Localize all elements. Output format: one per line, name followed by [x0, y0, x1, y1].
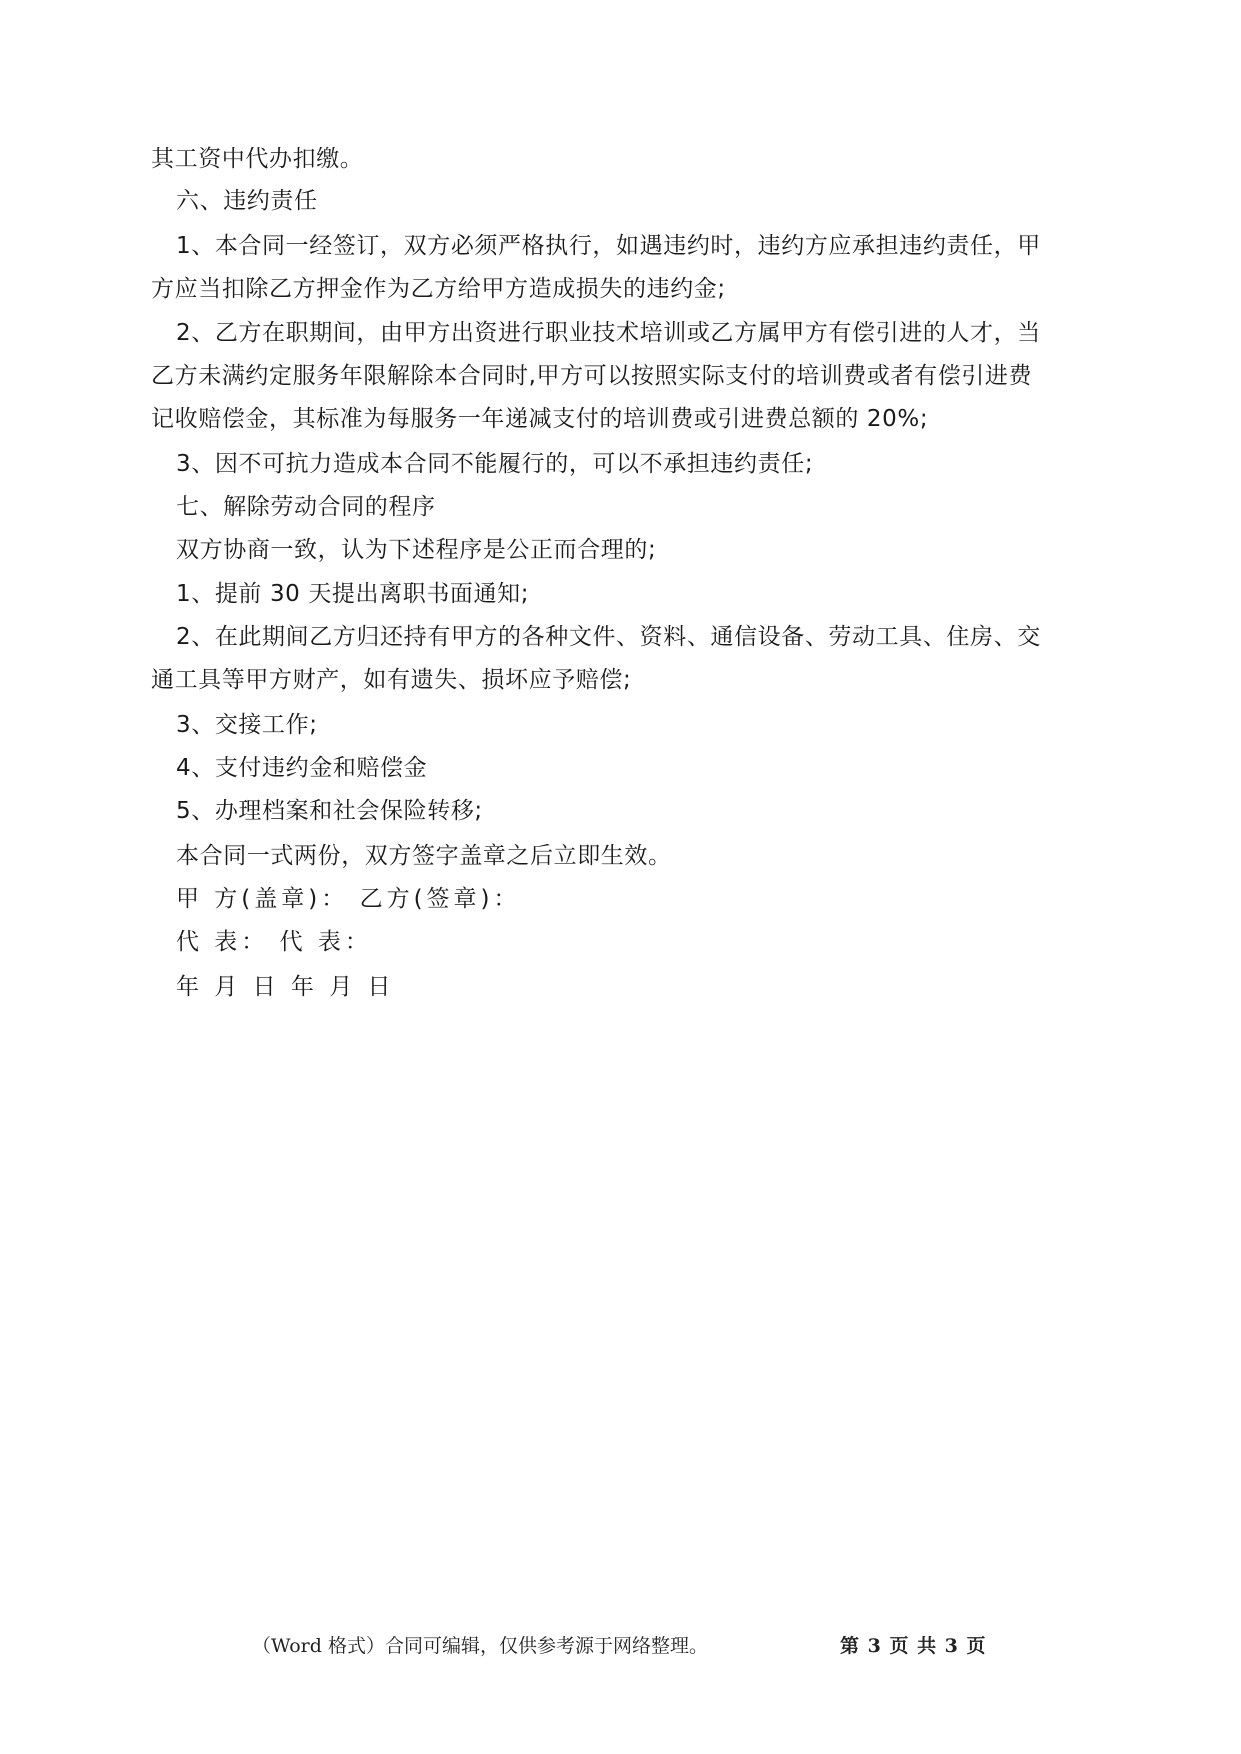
signature-representatives-line: 代 表： 代 表： — [176, 929, 372, 955]
body-line-10: 双方协商一致，认为下述程序是公正而合理的; — [176, 537, 657, 563]
body-line-13: 通工具等甲方财产，如有遗失、损坏应予赔偿; — [151, 667, 632, 693]
body-line-6: 乙方未满约定服务年限解除本合同时,甲方可以按照实际支付的培训费或者有偿引进费 — [151, 363, 1033, 389]
footer-note: （Word 格式）合同可编辑，仅供参考源于网络整理。 — [252, 1635, 708, 1657]
body-line-4: 方应当扣除乙方押金作为乙方给甲方造成损失的违约金; — [151, 276, 726, 302]
body-line-17: 本合同一式两份，双方签字盖章之后立即生效。 — [176, 843, 672, 869]
body-line-1: 其工资中代办扣缴。 — [151, 146, 364, 172]
body-line-7: 记收赔偿金，其标准为每服务一年递减支付的培训费或引进费总额的 20%; — [151, 406, 929, 432]
section-heading-termination: 七、解除劳动合同的程序 — [176, 494, 436, 520]
body-line-16: 5、办理档案和社会保险转移; — [176, 798, 483, 824]
body-line-14: 3、交接工作; — [176, 712, 318, 738]
body-line-12: 2、在此期间乙方归还持有甲方的各种文件、资料、通信设备、劳动工具、住房、交 — [176, 624, 1041, 650]
signature-parties-line: 甲 方(盖章)： 乙方(签章)： — [176, 886, 521, 912]
page-number: 第 3 页 共 3 页 — [840, 1635, 987, 1657]
body-line-5: 2、乙方在职期间，由甲方出资进行职业技术培训或乙方属甲方有偿引进的人才，当 — [176, 320, 1041, 346]
body-line-8: 3、因不可抗力造成本合同不能履行的，可以不承担违约责任; — [176, 451, 814, 477]
body-line-11: 1、提前 30 天提出离职书面通知; — [176, 581, 530, 607]
signature-dates-line: 年 月 日 年 月 日 — [176, 974, 395, 1000]
body-line-15: 4、支付违约金和赔偿金 — [176, 755, 428, 781]
body-line-3: 1、本合同一经签订，双方必须严格执行，如遇违约时，违约方应承担违约责任，甲 — [176, 233, 1041, 259]
section-heading-breach: 六、违约责任 — [176, 188, 318, 214]
